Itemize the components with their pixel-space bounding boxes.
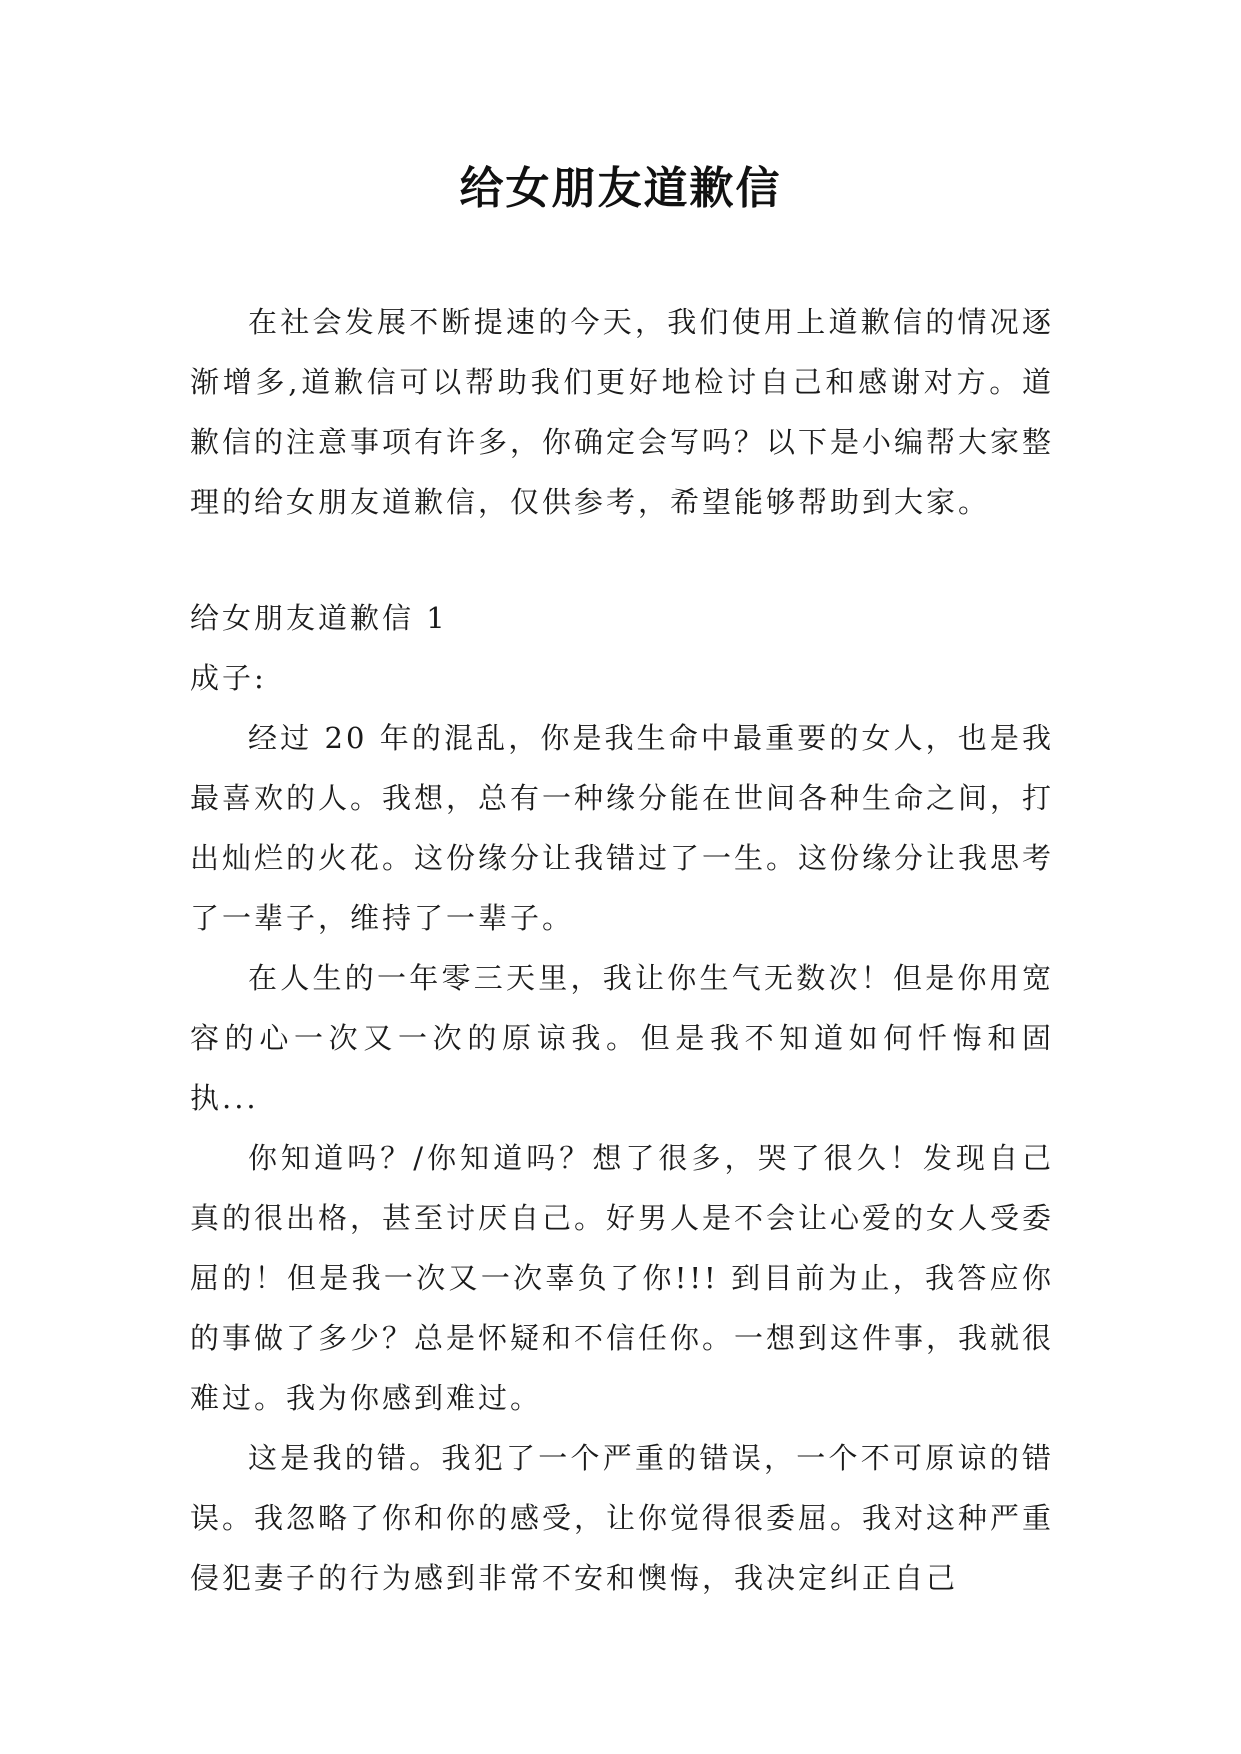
salutation: 成子: [190, 661, 267, 695]
section-heading: 给女朋友道歉信 1 [190, 601, 448, 635]
intro-paragraph: 在社会发展不断提速的今天，我们使用上道歉信的情况逐渐增多,道歉信可以帮助我们更好地检讨自己和感谢对方。道歉信的注意事项有许多，你确定会写吗？以下是小编帮大家整理的给女朋友道歉信，仅供参考，希望能够帮助到大家。 [190, 305, 1055, 519]
document-title: 给女朋友道歉信 [459, 163, 782, 214]
body-paragraph: 经过 20 年的混乱，你是我生命中最重要的女人，也是我最喜欢的人。我想，总有一种缘分能在世间各种生命之间，打出灿烂的火花。这份缘分让我错过了一生。这份缘分让我思考了一辈子，维持了一辈子。 [190, 721, 1055, 935]
body-paragraph: 在人生的一年零三天里，我让你生气无数次！但是你用宽容的心一次又一次的原谅我。但是我不知道如何忏悔和固执... [190, 961, 1054, 1115]
body-paragraph: 你知道吗？/你知道吗？想了很多，哭了很久！发现自己真的很出格，甚至讨厌自己。好男人是不会让心爱的女人受委屈的！但是我一次又一次辜负了你!!! 到目前为止，我答应你的事做了多少？总是怀疑和不信任你。一想到这件事，我就很难过。我为你感到难过。 [190, 1141, 1055, 1415]
body-paragraph: 这是我的错。我犯了一个严重的错误，一个不可原谅的错误。我忽略了你和你的感受，让你觉得很委屈。我对这种严重侵犯妻子的行为感到非常不安和懊悔，我决定纠正自己 [190, 1441, 1055, 1595]
document-body [190, 292, 1054, 1608]
